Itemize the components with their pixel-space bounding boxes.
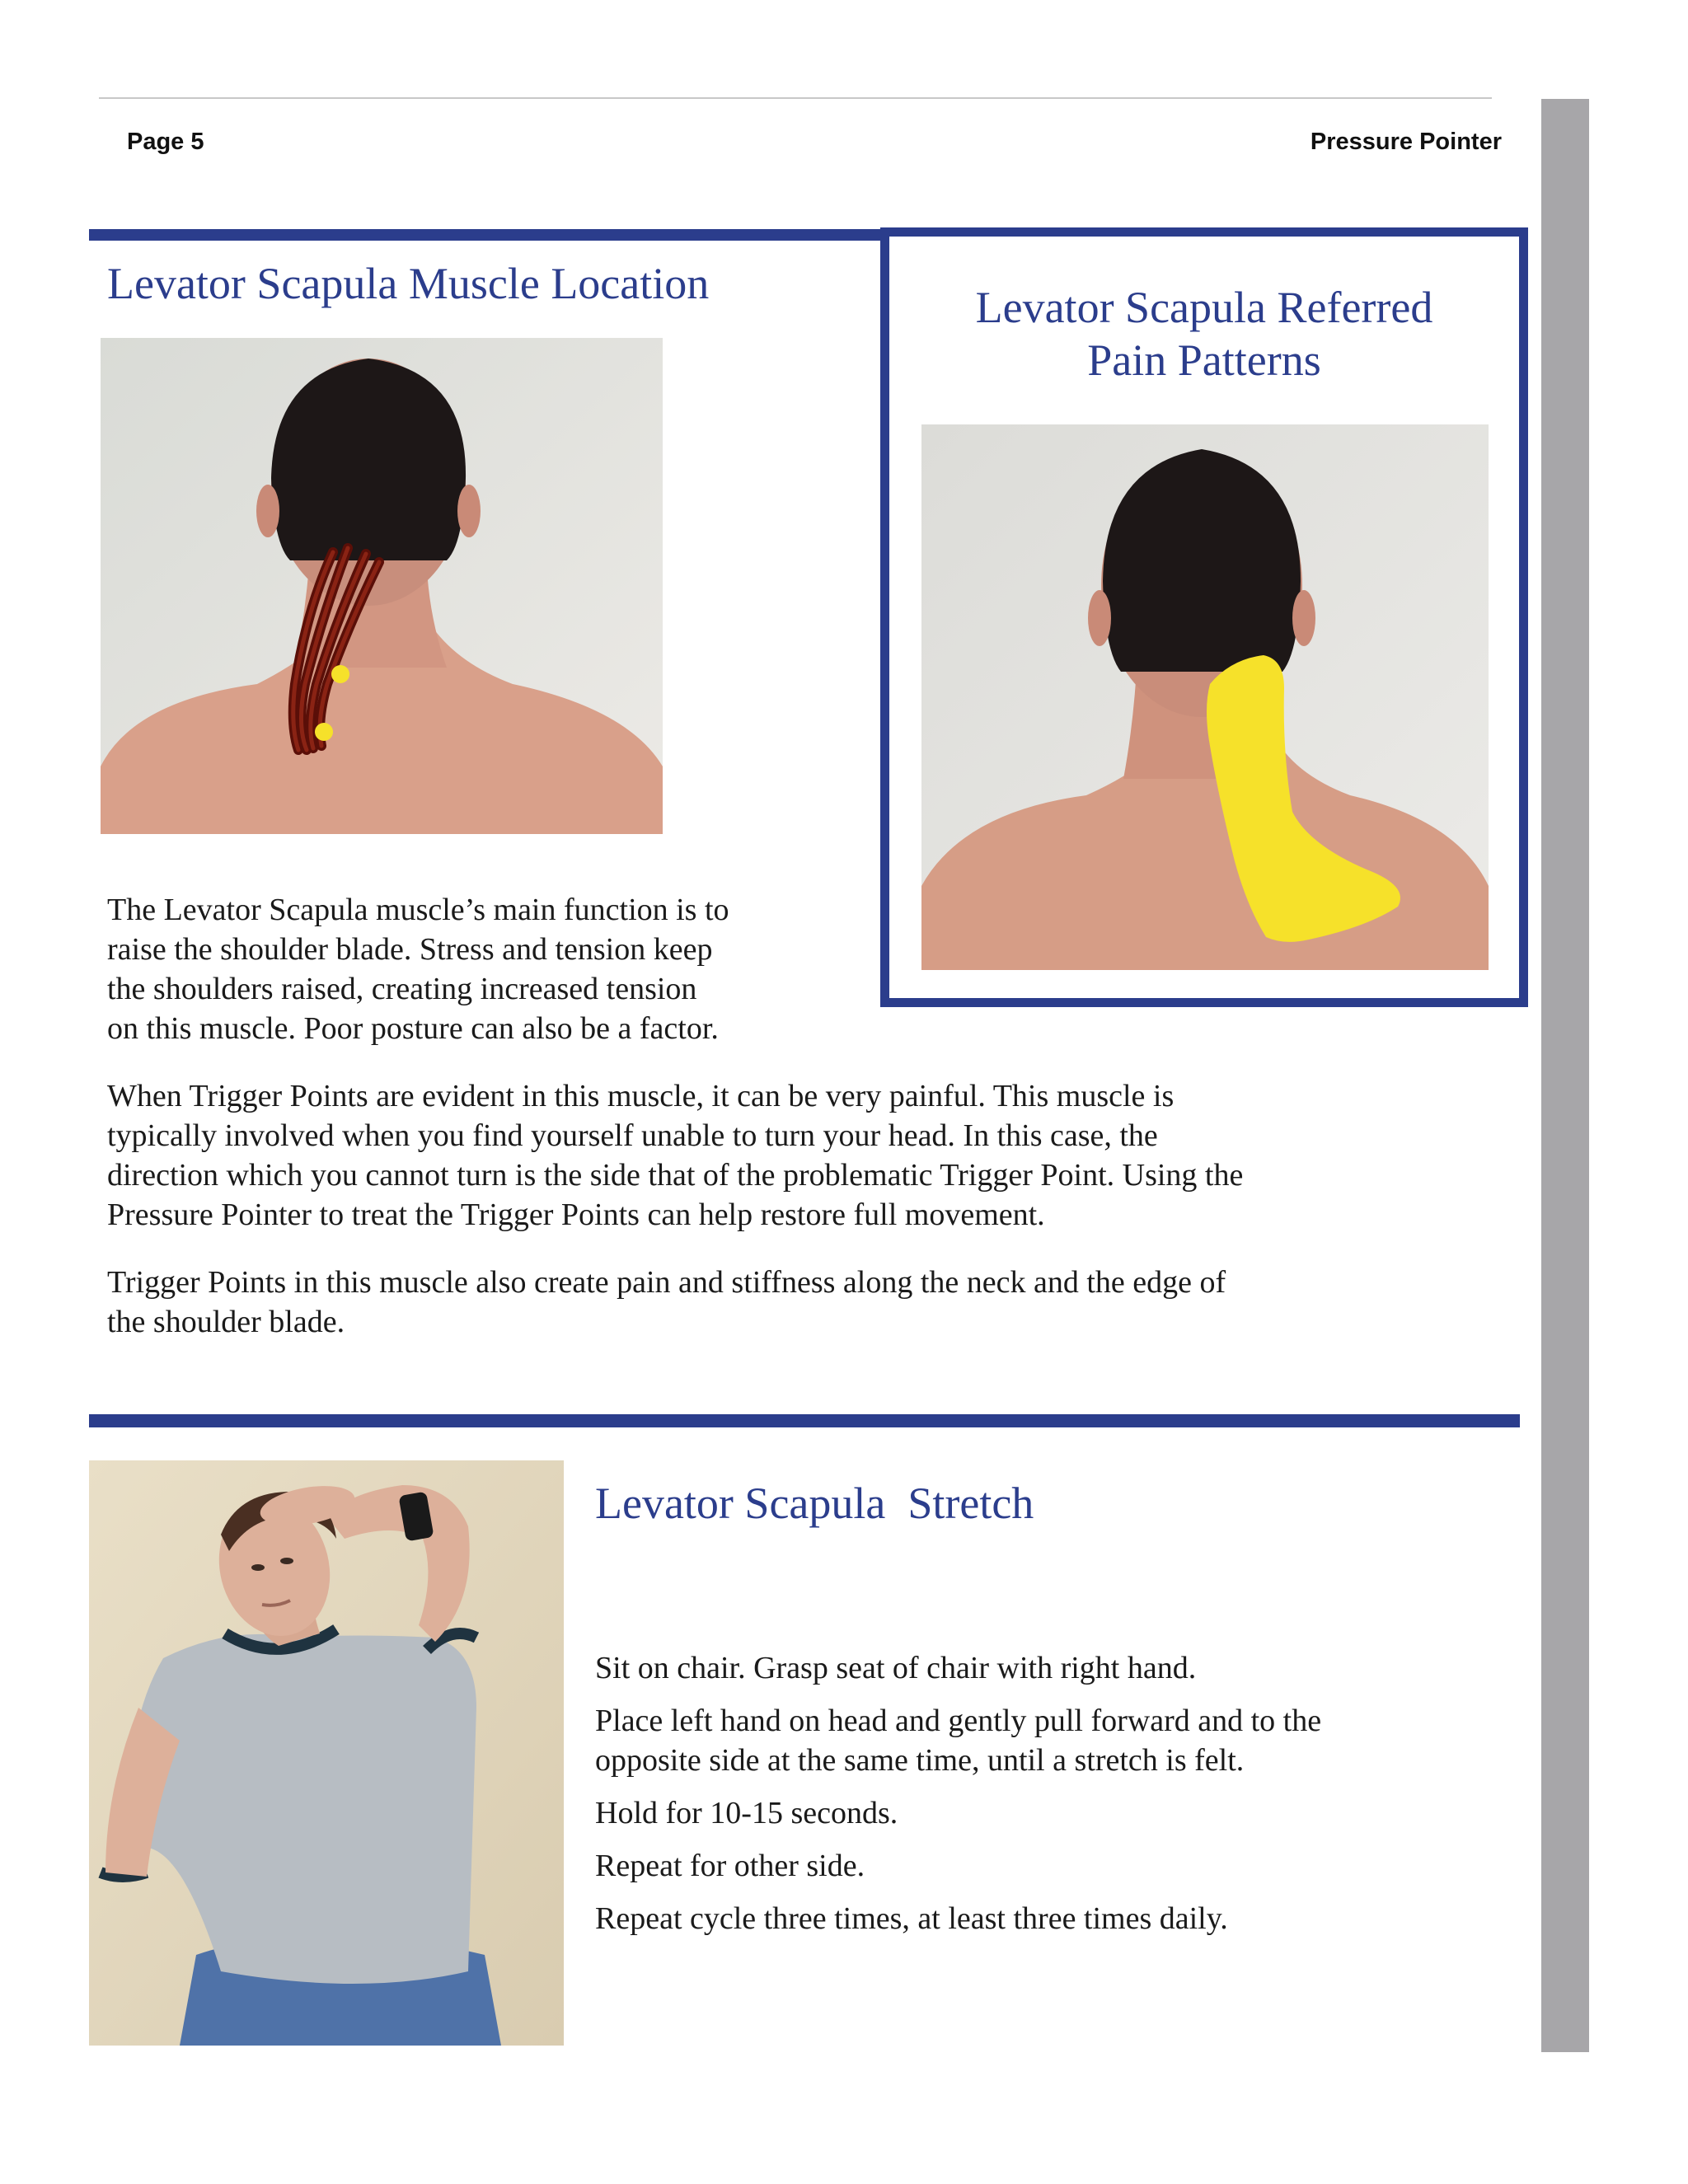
- stretch-step: opposite side at the same time, until a stretch is felt.: [595, 1743, 1245, 1778]
- stretch-title: Levator Scapula Stretch: [595, 1479, 1034, 1528]
- section-top-rule: [89, 229, 885, 241]
- stretch-demonstration-icon: [89, 1460, 564, 2046]
- paragraph-function: [107, 890, 729, 1048]
- section-divider-rule: [89, 1414, 1520, 1427]
- paragraph-function-line: the shoulders raised, creating increased tension: [107, 972, 697, 1006]
- header-rule: [99, 97, 1492, 99]
- stretch-step: Repeat for other side.: [595, 1849, 865, 1883]
- paragraph-trigger-line: When Trigger Points are evident in this muscle, it can be very painful. This muscle is: [107, 1079, 1175, 1113]
- neck-muscle-diagram-icon: [101, 338, 663, 834]
- stretch-step: Hold for 10-15 seconds.: [595, 1796, 898, 1830]
- publication-name: Pressure Pointer: [1310, 129, 1502, 155]
- paragraph-stiffness-line: the shoulder blade.: [107, 1305, 345, 1339]
- referred-title-line2: Pain Patterns: [1087, 335, 1321, 385]
- page-number: Page 5: [127, 129, 204, 155]
- referred-pain-pattern-icon: [921, 424, 1489, 970]
- stretch-step: Repeat cycle three times, at least three times daily.: [595, 1901, 1228, 1936]
- paragraph-trigger-line: Pressure Pointer to treat the Trigger Points can help restore full movement.: [107, 1197, 1045, 1232]
- stretch-step: Sit on chair. Grasp seat of chair with right hand.: [595, 1651, 1197, 1685]
- referred-title-line1: Levator Scapula Referred: [975, 283, 1433, 332]
- stretch-step: Place left hand on head and gently pull forward and to the: [595, 1704, 1322, 1738]
- paragraph-function-line: The Levator Scapula muscle’s main function is to: [107, 893, 729, 927]
- stretch-instructions: [595, 1648, 1321, 1938]
- sidebar-bar: [1541, 99, 1589, 2052]
- referred-pain-box: [880, 227, 1528, 1007]
- paragraph-trigger-line: typically involved when you find yourself unable to turn your head. In this case, the: [107, 1118, 1158, 1153]
- neck-muscle-photo: [101, 338, 663, 834]
- referred-pain-photo: [921, 424, 1489, 970]
- paragraph-stiffness-line: Trigger Points in this muscle also create pain and stiffness along the neck and the edge of: [107, 1265, 1226, 1300]
- paragraph-stiffness: [107, 1263, 1226, 1342]
- paragraph-trigger-points: [107, 1076, 1243, 1235]
- paragraph-function-line: on this muscle. Poor posture can also be a factor.: [107, 1011, 719, 1046]
- paragraph-function-line: raise the shoulder blade. Stress and tension keep: [107, 932, 713, 967]
- paragraph-trigger-line: direction which you cannot turn is the side that of the problematic Trigger Point. Using the: [107, 1158, 1244, 1193]
- stretch-photo: [89, 1460, 564, 2046]
- location-title: Levator Scapula Muscle Location: [107, 259, 710, 308]
